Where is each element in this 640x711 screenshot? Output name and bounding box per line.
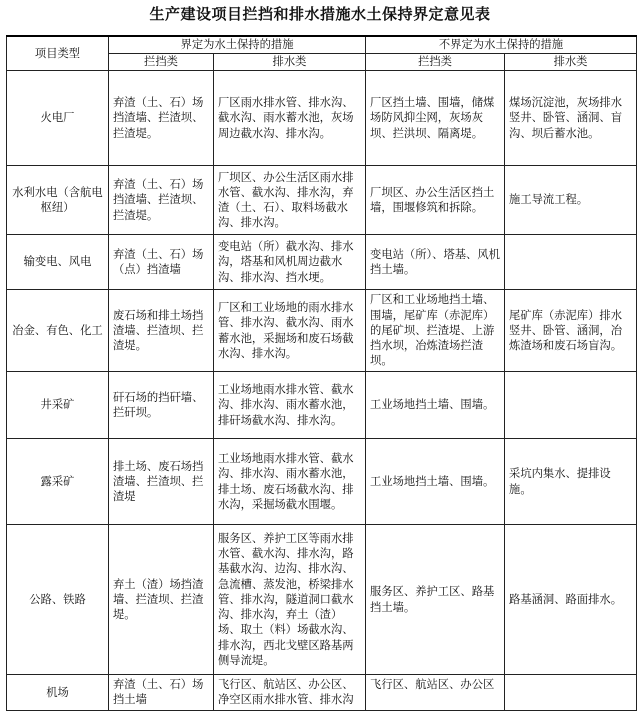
excluded-drain-cell: 施工导流工程。 <box>505 166 637 235</box>
included-drain-cell: 工业场地雨水排水管、截水沟、排水沟、雨水蓄水池，排矸场截水沟、排水沟。 <box>214 372 366 439</box>
included-drain-cell: 厂区和工业场地的雨水排水管、排水沟、截水沟、雨水蓄水池，采掘场和废石场截水沟、排水沟。 <box>214 290 366 372</box>
table-row <box>7 439 637 525</box>
excluded-block-cell: 服务区、养护工区、路基挡土墙。 <box>366 525 505 675</box>
included-block-cell: 弃土（渣）场挡渣墙、拦渣坝、拦渣堤。 <box>109 525 214 675</box>
excluded-drain-cell: 煤场沉淀池，灰场排水竖井、卧管、涵洞、盲沟、坝后蓄水池。 <box>505 71 637 166</box>
project-type-cell: 输变电、风电 <box>7 235 109 290</box>
header-excluded-measures: 不界定为水土保持的措施 <box>366 36 637 54</box>
included-block-cell: 废石场和排土场挡渣墙、拦渣坝、拦渣堤。 <box>109 290 214 372</box>
table-row <box>7 372 637 439</box>
project-type-cell: 水利水电（含航电枢纽） <box>7 166 109 235</box>
included-drain-cell: 工业场地雨水排水管、截水沟、排水沟、雨水蓄水池，排土场、废石场截水沟、排水沟，采掘场截水围堰。 <box>214 439 366 525</box>
included-drain-cell: 厂坝区、办公生活区雨水排水管、截水沟、排水沟，弃渣（土、石）、取料场截水沟、排水沟。 <box>214 166 366 235</box>
included-block-cell: 弃渣（土、石）场挡渣墙、拦渣坝、拦渣堤。 <box>109 166 214 235</box>
project-type-cell: 井采矿 <box>7 372 109 439</box>
included-drain-cell: 飞行区、航站区、办公区、净空区雨水排水管、排水沟 <box>214 675 366 711</box>
included-block-cell: 弃渣（土、石）场挡渣墙、拦渣坝、拦渣堤。 <box>109 71 214 166</box>
header-excluded-drain: 排水类 <box>505 54 637 71</box>
excluded-block-cell: 厂区挡土墙、围墙，储煤场防风抑尘网，灰场灰坝、拦洪坝、隔离堤。 <box>366 71 505 166</box>
excluded-block-cell: 厂坝区、办公生活区挡土墙，围堰修筑和拆除。 <box>366 166 505 235</box>
project-type-cell: 公路、铁路 <box>7 525 109 675</box>
header-included-measures: 界定为水土保持的措施 <box>109 36 366 54</box>
table-row <box>7 525 637 675</box>
included-block-cell: 矸石场的挡矸墙、拦矸坝。 <box>109 372 214 439</box>
excluded-block-cell: 飞行区、航站区、办公区 <box>366 675 505 711</box>
excluded-drain-cell: 尾矿库（赤泥库）排水竖井、卧管、涵洞，冶炼渣场和废石场盲沟。 <box>505 290 637 372</box>
included-drain-cell: 服务区、养护工区等雨水排水管、截水沟、排水沟，路基截水沟、边沟、排水沟、急流槽、蒸发池，桥梁排水管、排水沟，隧道洞口截水沟、排水沟，弃土（渣）场、取土（料）场截水沟、排水沟，西北戈壁区路基两侧导流堤。 <box>214 525 366 675</box>
table-row <box>7 290 637 372</box>
table-row <box>7 166 637 235</box>
excluded-block-cell: 工业场地挡土墙、围墙。 <box>366 372 505 439</box>
excluded-drain-cell: 采坑内集水、提排设施。 <box>505 439 637 525</box>
header-row-group <box>7 36 637 54</box>
excluded-drain-cell: 路基涵洞、路面排水。 <box>505 525 637 675</box>
excluded-drain-cell <box>505 235 637 290</box>
project-type-cell: 露采矿 <box>7 439 109 525</box>
header-included-drain: 排水类 <box>214 54 366 71</box>
table-row <box>7 235 637 290</box>
excluded-block-cell: 厂区和工业场地挡土墙、围墙，尾矿库（赤泥库）的尾矿坝、拦渣堤、上游挡水坝，冶炼渣场拦渣坝。 <box>366 290 505 372</box>
classification-table <box>6 35 637 711</box>
header-included-block: 拦挡类 <box>109 54 214 71</box>
excluded-drain-cell <box>505 675 637 711</box>
included-block-cell: 弃渣（土、石）场挡土墙 <box>109 675 214 711</box>
project-type-cell: 火电厂 <box>7 71 109 166</box>
document-title: 生产建设项目拦挡和排水措施水土保持界定意见表 <box>149 5 491 23</box>
table-row <box>7 71 637 166</box>
table-row <box>7 675 637 711</box>
included-block-cell: 排土场、废石场挡渣墙、拦渣坝、拦渣堤 <box>109 439 214 525</box>
excluded-block-cell: 工业场地挡土墙、围墙。 <box>366 439 505 525</box>
included-block-cell: 弃渣（土、石）场（点）挡渣墙 <box>109 235 214 290</box>
project-type-cell: 机场 <box>7 675 109 711</box>
header-excluded-block: 拦挡类 <box>366 54 505 71</box>
project-type-cell: 冶金、有色、化工 <box>7 290 109 372</box>
excluded-drain-cell <box>505 372 637 439</box>
header-project-type: 项目类型 <box>7 36 109 71</box>
included-drain-cell: 变电站（所）截水沟、排水沟，塔基和风机周边截水沟、排水沟、挡水埂。 <box>214 235 366 290</box>
included-drain-cell: 厂区雨水排水管、排水沟、截水沟、雨水蓄水池，灰场周边截水沟、排水沟。 <box>214 71 366 166</box>
excluded-block-cell: 变电站（所）、塔基、风机挡土墙。 <box>366 235 505 290</box>
